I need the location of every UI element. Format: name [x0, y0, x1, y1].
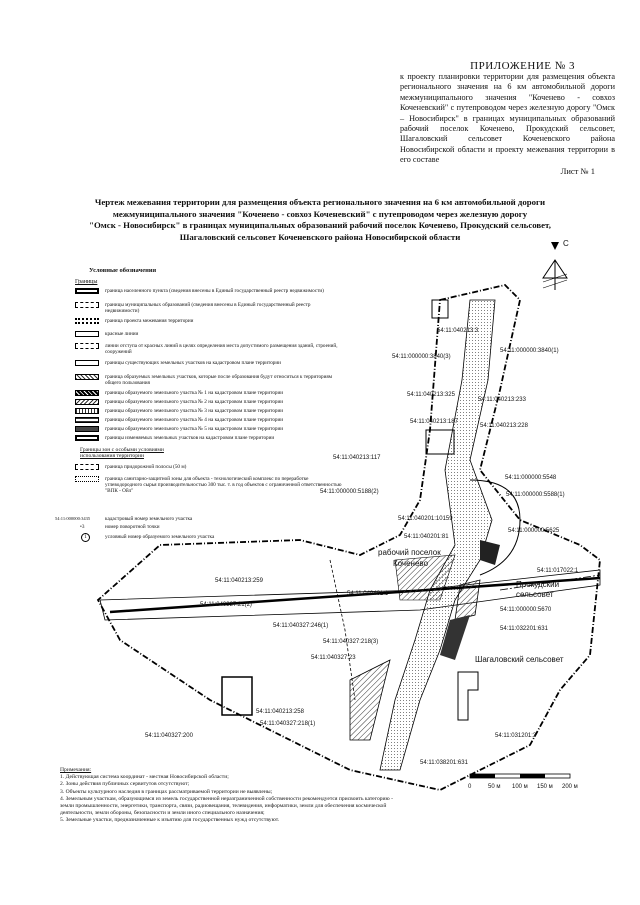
title-line: "Омск - Новосибирск" в границах муниципальных образований рабочий поселок Коченево, Прокудский сельсовет, [89, 220, 551, 230]
scale-label: 100 м [512, 784, 528, 790]
parcel-label: 54:11:040213:233 [478, 397, 526, 403]
note-item: 3. Объекты культурного наследия в границах рассматриваемой территории не выявлены; [60, 788, 273, 795]
parcel-label: 54:11:040213:187 [410, 419, 458, 425]
scale-label: 150 м [537, 784, 553, 790]
scale-label: 0 [468, 784, 472, 790]
legend-symbol [75, 302, 99, 308]
legend-symbol [75, 399, 99, 405]
parcel-label: 54:11:040327:218(1) [260, 721, 316, 727]
parcel-label: 54:11:040213:228 [480, 423, 528, 429]
parcel-label: 54:11:040327:218(3) [323, 639, 379, 645]
legend-symbol [75, 360, 99, 366]
parcel-label: 54:11:040213:3 [437, 328, 479, 334]
parcel-label: 54:11:000000:5625 [508, 528, 560, 534]
appendix-body: к проекту планировки территории для размещения объекта регионального значения на 6 км автомобильной дороги межмуниципального значения "Коченево - совхоз Коченевский" с путепроводом через железную дорогу "Омск – Новосибирск" в границах муниципальных образований рабочий поселок Коченево, Прокудский сельсовет, Шагаловский сельсовет Коченевского района Новосибирской области и проекту межевания территории в его составе [400, 72, 615, 165]
legend-symbol [75, 464, 99, 470]
parcel-label: 54:11:000000:5588(1) [506, 492, 565, 498]
formed-parcel [480, 540, 500, 565]
parcel-label: 54:11:040213:325 [407, 392, 455, 398]
title-line: межмуниципального значения "Коченево - совхоз Коченевский" с путепроводом через железную дорогу [112, 208, 528, 219]
legend-symbol [75, 426, 99, 432]
legend-section: Границы зон с особыми условиями использования территории [80, 447, 164, 460]
parcel-label: 54:11:000000:5548 [505, 475, 557, 481]
legend-symbol [75, 476, 99, 482]
note-item: 4. Земельным участкам, образующимся из земель государственной неразграниченной собственности рекомендуется присвоить категорию - земли промышленности, энергетики, транспорта, связи, радиовещания, телевидения, информатики, земли для обеспечения космической деятельности, земли обороны, безопасности и земли иного специального назначения; [60, 795, 393, 817]
legend-symbol [75, 374, 99, 380]
legend-symbol [75, 288, 99, 294]
appendix-title: ПРИЛОЖЕНИЕ № 3 [470, 60, 575, 72]
title-line: Шагаловский сельсовет Коченевского района Новосибирской области [179, 231, 461, 242]
parcel-label: 54:11:000000:3840(1) [500, 348, 559, 354]
north-arrow-icon [543, 242, 567, 290]
parcel-label: 54:11:040201:10159 [398, 516, 453, 522]
place-name: сельсовет [516, 590, 554, 599]
parcel-label: 54:11:040213:117 [333, 455, 381, 461]
parcel-label: 54:11:040213:259 [215, 578, 263, 584]
appendix-sheet: Лист № 1 [560, 165, 595, 176]
parcel-label: 54:11:040327:23 [311, 655, 356, 661]
parcel-label: 54:11:032201:631 [500, 626, 548, 632]
place-name: Шагаловский сельсовет [475, 655, 564, 664]
scale-bar [470, 774, 570, 778]
parcel-label: 54:11:040327:200 [145, 733, 193, 739]
place-name: рабочий поселок [378, 548, 441, 557]
title-line: Чертеж межевания территории для размещения объекта регионального значения на 6 км автомобильной дороги [94, 197, 546, 207]
scale-label: 50 м [488, 784, 501, 790]
parcel-label: 54:11:040213:258 [256, 709, 304, 715]
legend-symbol [75, 318, 99, 324]
north-label: С [563, 239, 569, 248]
legend-symbol [75, 408, 99, 414]
legend-symbol [75, 343, 99, 349]
note-item: 1. Действующая система координат - местная Новосибирской области; [60, 774, 229, 781]
notes [60, 767, 405, 825]
place-name: Коченево [393, 559, 429, 568]
note-item: 2. Зоны действия публичных сервитутов отсутствуют; [60, 781, 190, 788]
parcel-label: 54:11:040201:81 [404, 534, 449, 540]
legend-section: Границы [75, 279, 98, 285]
legend-symbol [75, 331, 99, 337]
legend-title: Условные обозначения [89, 267, 157, 274]
scale-label: 200 м [562, 784, 578, 790]
parcel-label: 54:11:000000:3840(3) [392, 354, 451, 360]
place-name: Прокудский [516, 580, 560, 589]
parcel-label: 54:11:017022:1 [537, 568, 579, 574]
parcel-label: 54:11:040327:246(1) [273, 623, 329, 629]
parcel-label: 54:11:000000:5188(2) [320, 489, 379, 495]
notes-title: Примечания: [60, 767, 92, 773]
parcel-label: 54:11:040327:21(2) [200, 602, 252, 608]
building [222, 677, 252, 715]
legend-symbol [75, 390, 99, 396]
legend-symbol [75, 417, 99, 423]
parcel-label: 54:11:040401:1 [347, 591, 389, 597]
building [458, 672, 478, 720]
legend-symbol [75, 435, 99, 441]
parcel-label: 54:11:038201:631 [420, 760, 468, 766]
parcel-label: 54:11:031201:3 [495, 733, 537, 739]
note-item: 5. Земельные участки, предназначенные к изъятию для государственных нужд отсутствуют. [60, 817, 280, 824]
parcel-label: 54:11:000000:5670 [500, 607, 552, 613]
formed-parcel [350, 660, 390, 740]
